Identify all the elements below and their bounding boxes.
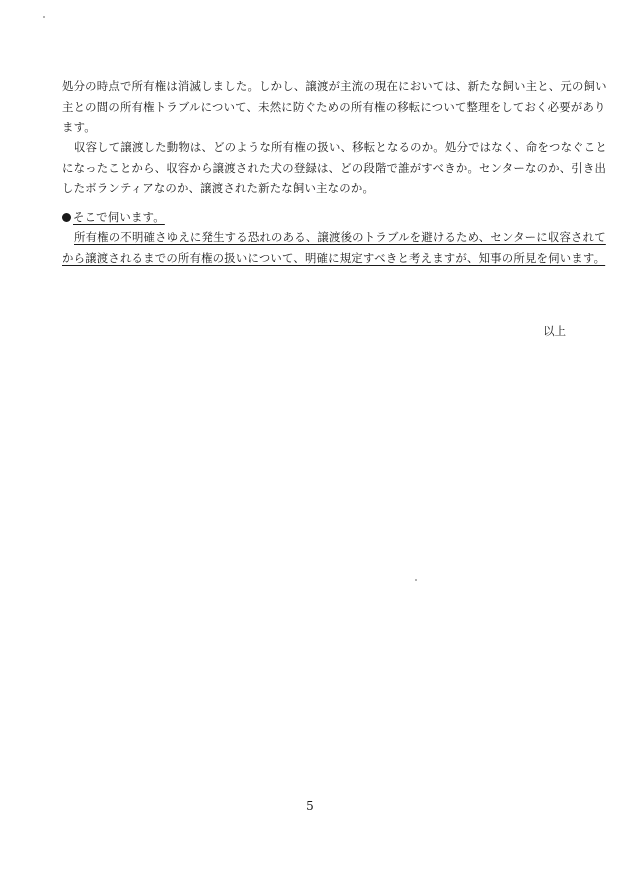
question-heading-text: そこで伺います。 [73,210,165,224]
closing-mark: 以上 [543,324,566,338]
text-line: 主との間の所有権トラブルについて、未然に防ぐための所有権の移転について整理をしておく必要があり [62,99,606,114]
question-heading [62,207,582,228]
text-line: になったことから、収容から譲渡された犬の登録は、どの段階で誰がすべきか。センターなのか、引き出 [62,160,607,175]
text-line: 収容して譲渡した動物は、どのような所有権の扱い、移転となるのか。処分ではなく、命をつなぐこと [74,140,607,154]
text-line: から譲渡されるまでの所有権の扱いについて、明確に規定すべきと考えますが、知事の所見を伺います。 [62,250,606,265]
bullet-icon [62,213,71,222]
text-line: ます。 [62,120,96,134]
text-line: 所有権の不明確さゆえに発生する恐れのある、譲渡後のトラブルを避けるため、センターに収容されて [74,230,606,244]
paragraph-question [62,227,606,268]
scan-speck [43,16,45,18]
paragraph-ownership-background [62,76,607,138]
paragraph-transfer-questions [62,137,607,199]
scan-speck [415,579,417,581]
page-number: 5 [306,799,314,813]
text-line: したボランティアなのか、譲渡された新たな飼い主なのか。 [62,181,375,195]
text-line: 処分の時点で所有権は消滅しました。しかし、譲渡が主流の現在においては、新たな飼い主と、元の飼い [62,79,607,93]
